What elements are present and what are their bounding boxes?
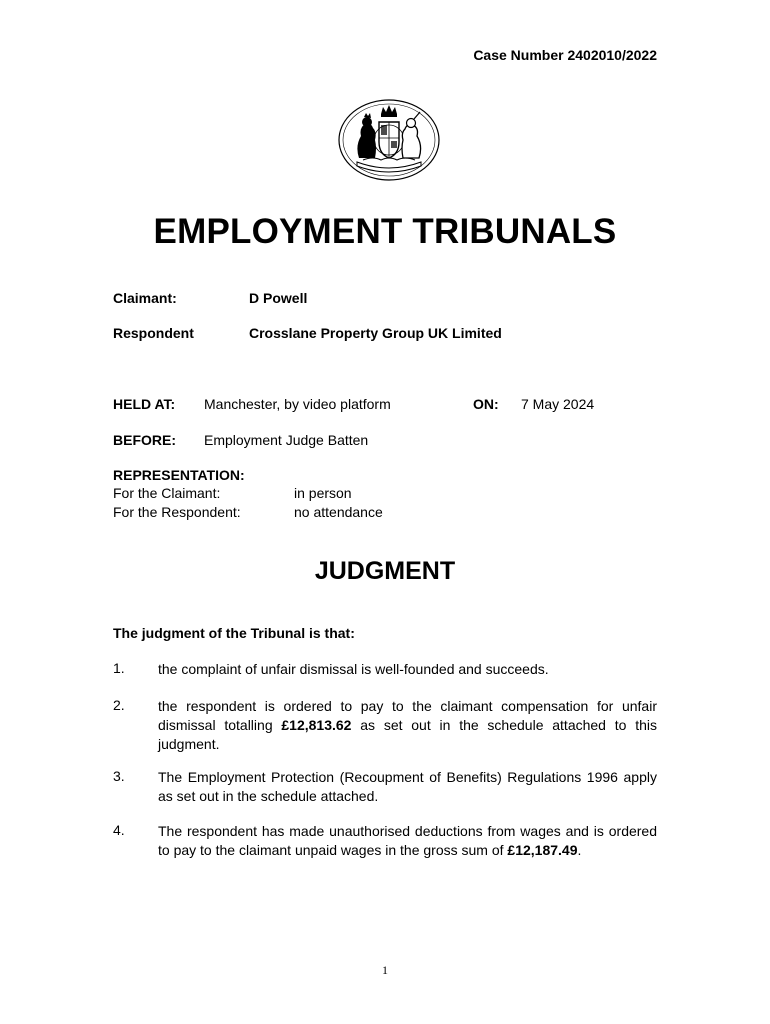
item-amount: £12,813.62 [281,717,352,733]
judgment-title: JUDGMENT [314,557,456,585]
held-at-value: Manchester, by video platform [204,396,391,412]
claimant-representation-value: in person [294,485,352,501]
respondent-representation-value: no attendance [294,504,383,520]
item-text-part: The respondent has made unauthorised deductions from wages and is ordered to pay to the claimant unpaid wages in the gross sum of [158,823,657,858]
item-amount: £12,187.49 [507,842,578,858]
respondent-label: Respondent [113,325,194,341]
representation-heading: REPRESENTATION: [113,467,245,483]
judgment-item-number: 3. [113,768,125,784]
document-title: EMPLOYMENT TRIBUNALS [153,212,617,251]
respondent-representation-label: For the Respondent: [113,504,241,520]
item-text-part: as set out in the schedule attached to this judgment. [158,717,657,752]
judgment-item-number: 1. [113,660,125,676]
hearing-date-value: 7 May 2024 [521,396,595,412]
item-text-part: The Employment Protection (Recoupment of Benefits) Regulations 1996 apply as set out in the schedule attached. [158,769,657,804]
before-label: BEFORE: [113,432,176,448]
judgment-item-number: 4. [113,822,125,838]
case-number: Case Number 2402010/2022 [473,47,657,63]
claimant-label: Claimant: [113,290,177,306]
claimant-representation-label: For the Claimant: [113,485,221,501]
judgment-item-text [158,660,657,679]
judgment-item-number: 2. [113,697,125,713]
held-at-label: HELD AT: [113,396,176,412]
judgment-item-text [158,822,657,860]
item-text-part: the respondent is ordered to pay to the claimant compensation for unfair dismissal totalling [158,698,657,733]
before-value: Employment Judge Batten [204,432,369,448]
claimant-value: D Powell [249,290,308,306]
royal-coat-of-arms-icon [337,98,441,182]
page-number: 1 [382,963,388,977]
judgment-item-text [158,768,657,806]
respondent-value: Crosslane Property Group UK Limited [249,325,502,341]
hearing-date-label: ON: [473,396,499,412]
judgment-item-text [158,697,657,754]
judgment-intro: The judgment of the Tribunal is that: [113,625,355,641]
item-text-part: . [577,842,582,858]
item-text-part: the complaint of unfair dismissal is well-founded and succeeds. [158,661,549,677]
